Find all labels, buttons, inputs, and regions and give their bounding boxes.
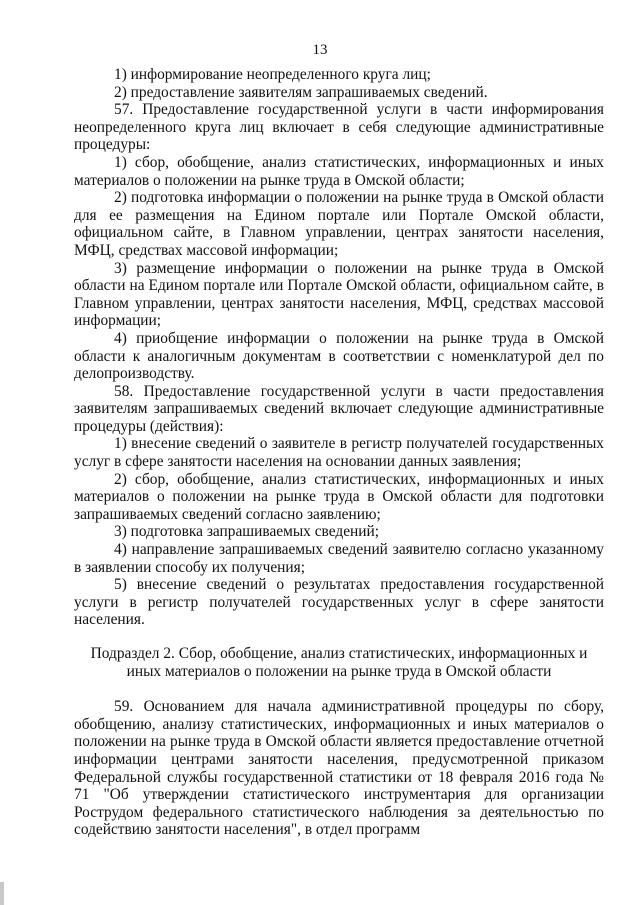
list-item: 3) подготовка запрашиваемых сведений;	[114, 523, 380, 541]
list-item: 3) размещение информации о положении на рынке труда в Омской области на Едином портале или Портале Омской области, официальном сайте, в Главном управлении, центрах занятости населения, МФЦ, средствах массовой информации;	[74, 259, 604, 330]
section-heading: Подраздел 2. Сбор, обобщение, анализ статистических, информационных и иных материалов о положении на рынке труда в Омской области	[90, 645, 588, 680]
list-item: 4) направление запрашиваемых сведений заявителю согласно указанному в заявлении способу их получения;	[74, 541, 604, 576]
clause-57: 57. Предоставление государственной услуги в части информирования неопределенного круга лиц включает в себя следующие административные процедуры:	[74, 101, 604, 154]
list-item: 1) сбор, обобщение, анализ статистических, информационных и иных материалов о положении на рынке труда в Омской области;	[74, 153, 604, 189]
page-number: 13	[312, 42, 328, 58]
list-item: 1) информирование неопределенного круга лиц;	[114, 66, 431, 83]
list-item: 4) приобщение информации о положении на рынке труда в Омской области к аналогичным документам в соответствии с номенклатурой дел по делопроизводству.	[74, 329, 604, 383]
spacer	[74, 680, 604, 698]
document-body	[74, 66, 604, 839]
list-item: 2) подготовка информации о положении на рынке труда в Омской области для ее размещения на Едином портале или Портале Омской области, официальном сайте, в Главном управлении, центрах занятости населения, МФЦ, средствах массовой информации;	[74, 189, 604, 259]
list-item: 1) внесение сведений о заявителе в регистр получателей государственных услуг в сфере занятости населения на основании данных заявления;	[74, 435, 604, 471]
clause-59: 59. Основанием для начала административной процедуры по сбору, обобщению, анализу статистических, информационных и иных материалов о положении на рынке труда в Омской области является предоставление отчетной информации центрами занятости населения, предусмотренной приказом Федеральной службы государственной статистики от 18 февраля 2016 года № 71 "Об утверждении статистического инструментария для организации Рострудом федерального статистического наблюдения за деятельностью по содействию занятости населения", в отдел программ	[74, 698, 604, 839]
list-item: 5) внесение сведений о результатах предоставления государственной услуги в регистр получателей государственных услуг в сфере занятости населения.	[74, 576, 604, 629]
list-item: 2) сбор, обобщение, анализ статистических, информационных и иных материалов о положении на рынке труда в Омской области для подготовки запрашиваемых сведений согласно заявлению;	[74, 470, 604, 523]
scan-edge-mark	[0, 882, 4, 905]
clause-58: 58. Предоставление государственной услуги в части предоставления заявителям запрашиваемых сведений включает следующие административные процедуры (действия):	[74, 382, 604, 435]
list-item: 2) предоставление заявителям запрашиваемых сведений.	[114, 83, 488, 101]
